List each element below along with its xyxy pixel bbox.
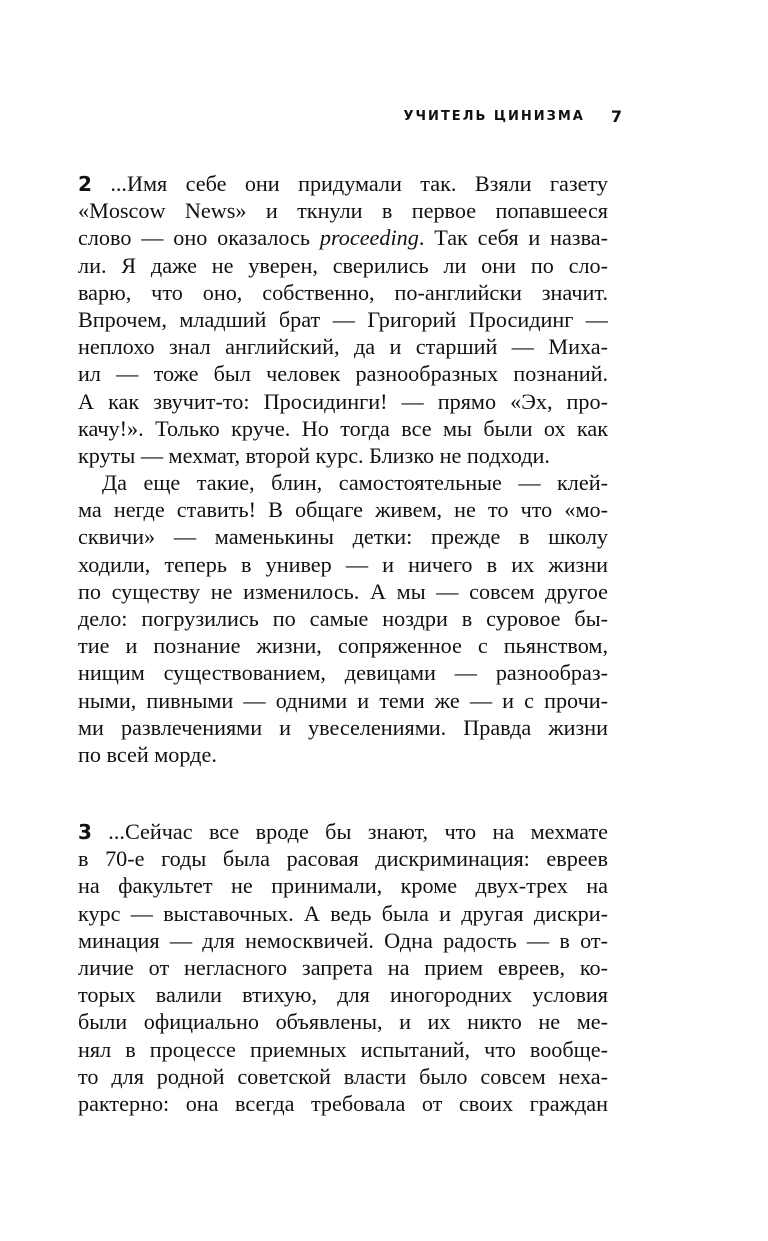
text-line: в 70-е годы была расовая дискриминация: евреев — [78, 846, 608, 872]
text-line: по всей морде. — [78, 741, 217, 767]
text-line: нищим существованием, девицами — разнообраз- — [78, 660, 608, 686]
text-line: по существу не изменилось. А мы — совсем другое — [78, 578, 608, 604]
text-line: торых валили втихую, для иногородних условия — [78, 982, 608, 1008]
text-line: нял в процессе приемных испытаний, что вообще- — [78, 1036, 608, 1062]
text-line: ными, пивными — одними и теми же — и с прочи- — [78, 687, 608, 713]
text-line: ми развлечениями и увеселениями. Правда жизни — [78, 714, 608, 740]
text-line: ма негде ставить! В общаге живем, не то что «мо- — [78, 497, 608, 523]
text-line: дело: погрузились по самые ноздри в суровое бы- — [78, 606, 608, 631]
text-line: минация — для немосквичей. Одна радость — в от- — [78, 927, 608, 953]
text-line: на факультет не принимали, кроме двух-трех на — [78, 873, 608, 899]
running-title: УЧИТЕЛЬ ЦИНИЗМА — [403, 108, 585, 124]
text-line: курс — выставочных. А ведь была и другая дискри- — [78, 900, 608, 926]
text-line: ил — тоже был человек разнообразных познаний. — [78, 361, 608, 387]
text-line: тие и познание жизни, сопряженное с пьянством, — [78, 633, 608, 659]
text-line: 3 ...Сейчас все вроде бы знают, что на мехмате — [78, 819, 608, 844]
text-line: неплохо знал английский, да и старший — Миха- — [78, 334, 608, 360]
text-line: то для родной советской власти было совсем неха- — [78, 1063, 608, 1089]
text-line: сквичи» — маменькины детки: прежде в школу — [78, 524, 608, 550]
text-line: А как звучит-то: Просидинги! — прямо «Эх, про- — [78, 388, 608, 414]
running-head — [400, 104, 622, 128]
section-2 — [78, 170, 608, 768]
text-line: ли. Я даже не уверен, сверились ли они по сло- — [78, 252, 608, 278]
text-line: круты — мехмат, второй курс. Близко не подходи. — [78, 442, 550, 468]
text-line: были официально объявлены, и их никто не ме- — [78, 1009, 608, 1035]
text-line: качу!». Только круче. Но тогда все мы были ох как — [78, 415, 608, 441]
text-line: Да еще такие, блин, самостоятельные — клей- — [102, 470, 608, 496]
text-line: «Moscow News» и ткнули в первое попавшееся — [78, 198, 608, 224]
section-number: 2 — [78, 172, 92, 196]
text-line: 2 ...Имя себе они придумали так. Взяли газету — [78, 171, 608, 196]
text-line: Впрочем, младший брат — Григорий Просидинг — — [78, 306, 608, 332]
text-line: слово — оно оказалось proceeding. Так себя и назва- — [78, 225, 608, 251]
text-line: ходили, теперь в универ — и ничего в их жизни — [78, 551, 608, 577]
text-line: личие от негласного запрета на прием евреев, ко- — [78, 954, 608, 980]
italic-word: proceeding — [319, 225, 419, 251]
page-number: 7 — [610, 106, 622, 126]
text-line: варю, что оно, собственно, по-английски значит. — [78, 279, 608, 305]
section-3 — [78, 818, 608, 1117]
section-number: 3 — [78, 820, 92, 844]
text-line: рактерно: она всегда требовала от своих граждан — [78, 1090, 608, 1116]
